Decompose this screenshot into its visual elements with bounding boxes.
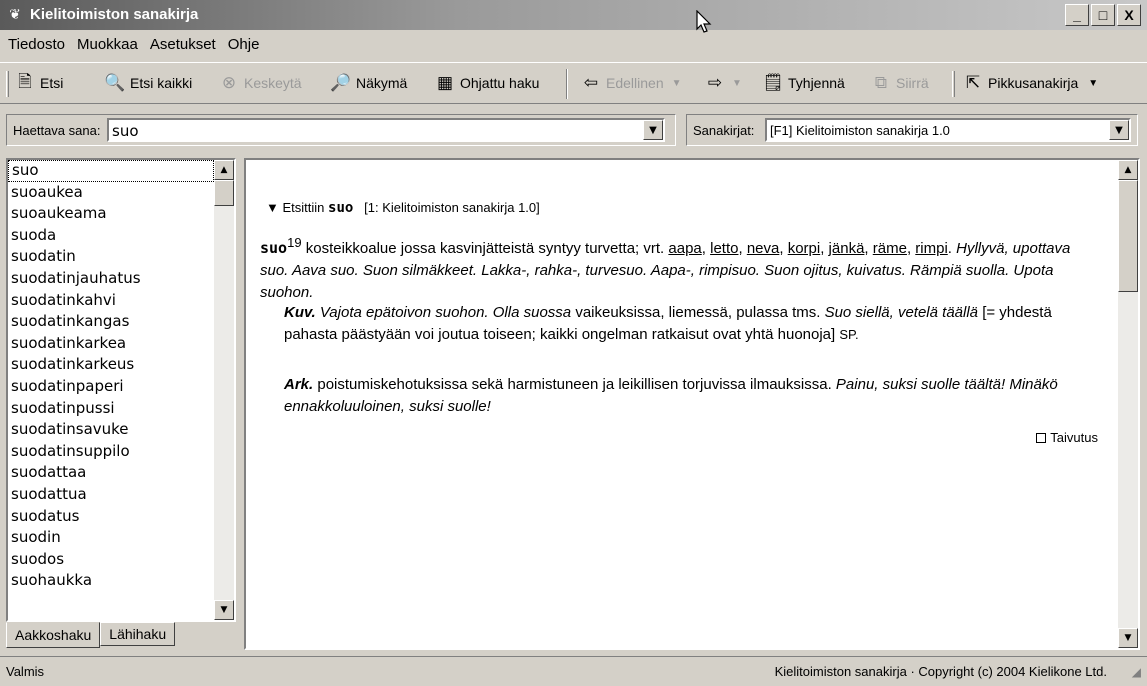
list-item[interactable]: suodattua	[11, 484, 87, 503]
next-dropdown-icon[interactable]: ▼	[732, 77, 742, 89]
entry-scrollbar[interactable]	[1118, 160, 1138, 648]
word-list[interactable]	[6, 158, 236, 622]
find-all-icon: 🔍	[104, 73, 126, 92]
colloquial-text: poistumiskehotuksissa sekä harmistuneen ja leikillisen torjuvissa ilmauksissa.	[317, 376, 832, 393]
headword: suo	[260, 239, 288, 257]
list-item[interactable]: suodatinkahvi	[11, 290, 116, 309]
list-item[interactable]: suodatinkangas	[11, 312, 130, 331]
word-list-scrollbar[interactable]	[214, 160, 234, 620]
stop-label: Keskeytä	[244, 75, 302, 91]
find-all-label: Etsi kaikki	[130, 75, 193, 91]
searched-prefix: Etsittiin	[282, 200, 325, 215]
previous-label: Edellinen	[606, 75, 664, 91]
back-arrow-icon: ⇦	[583, 73, 599, 92]
see-also-link[interactable]: räme	[872, 240, 907, 257]
search-group	[6, 114, 676, 146]
dictionary-dropdown-icon[interactable]: ▼	[1109, 120, 1129, 140]
list-item[interactable]: suoaukea	[11, 182, 83, 201]
figurative-text: vaikeuksissa, liemessä, pulassa tms.	[575, 304, 821, 321]
list-item[interactable]: suodatinpaperi	[11, 376, 124, 395]
list-item[interactable]: suoaukeama	[11, 204, 107, 223]
scroll-up-icon[interactable]: ▲	[1118, 160, 1138, 180]
figurative-example-2: Suo siellä, vetelä täällä	[824, 304, 979, 321]
resize-grip-icon[interactable]: ◢	[1131, 665, 1141, 679]
toolbar-grip-2[interactable]	[952, 71, 955, 97]
inflection-class: 19	[287, 235, 302, 250]
see-also-link[interactable]: jänkä	[828, 240, 865, 257]
close-button[interactable]: X	[1117, 4, 1141, 26]
find-all-button[interactable]	[104, 69, 192, 97]
menu-tiedosto[interactable]: Tiedosto	[8, 36, 65, 53]
checkbox-icon[interactable]	[1036, 433, 1046, 443]
guided-search-button[interactable]	[434, 69, 539, 97]
list-item[interactable]: suodatinjauhatus	[11, 268, 141, 287]
scroll-up-icon[interactable]: ▲	[214, 160, 234, 180]
search-header	[266, 200, 540, 216]
clear-button[interactable]	[762, 69, 845, 97]
guided-search-label: Ohjattu haku	[460, 75, 540, 91]
searched-source: [1: Kielitoimiston sanakirja 1.0]	[364, 200, 540, 215]
search-input[interactable]	[107, 118, 665, 142]
title-bar[interactable]	[0, 0, 1147, 30]
stop-button[interactable]	[218, 69, 302, 97]
colloquial-example: Painu, suksi suolle täältä! Minäkö ennakkoluuloinen, suksi suolle!	[284, 376, 1058, 415]
previous-dropdown-icon[interactable]: ▼	[671, 77, 682, 89]
find-label: Etsi	[40, 75, 64, 91]
colloquial-paragraph	[284, 374, 1104, 418]
tab-nearby[interactable]: Lähihaku	[100, 622, 175, 646]
list-item[interactable]: suo	[8, 160, 214, 182]
see-also-link[interactable]: neva	[746, 240, 780, 257]
mini-dictionary-label: Pikkusanakirja	[988, 75, 1079, 91]
toolbar	[0, 62, 1147, 104]
menu-muokkaa[interactable]: Muokkaa	[76, 36, 138, 53]
find-document-icon: 🗎	[18, 71, 32, 91]
mouse-cursor-icon	[696, 10, 714, 34]
scroll-thumb[interactable]	[1118, 180, 1138, 292]
view-button[interactable]	[330, 69, 407, 97]
window-title: Kielitoimiston sanakirja	[30, 6, 199, 23]
toolbar-separator	[566, 69, 568, 99]
next-button[interactable]	[704, 69, 742, 97]
clear-icon: 🗒	[762, 73, 784, 92]
find-button[interactable]	[14, 69, 63, 97]
copyright-text: Kielitoimiston sanakirja · Copyright (c) 2004 Kielikone Ltd.	[774, 664, 1107, 679]
app-icon: ❦	[9, 7, 21, 23]
mini-dictionary-button[interactable]	[962, 69, 1098, 97]
search-mode-tabs	[6, 622, 175, 650]
list-item[interactable]: suodatus	[11, 506, 80, 525]
entry-pane	[244, 158, 1140, 650]
stop-icon: ⊗	[221, 73, 237, 92]
toolbar-grip[interactable]	[6, 71, 9, 97]
figurative-gloss: [= yhdestä pahasta päästyään voi joutua toiseen; kaikki ongelman ratkaisut ovat yhtä huonoja]	[284, 304, 1052, 343]
list-item[interactable]: suodatinkarkeus	[11, 355, 135, 374]
transfer-button[interactable]	[870, 69, 929, 97]
inflection-checkbox[interactable]	[1036, 430, 1098, 445]
dictionary-group	[686, 114, 1138, 146]
list-item[interactable]: suodatinsuppilo	[11, 441, 130, 460]
mini-dictionary-dropdown-icon[interactable]: ▼	[1088, 77, 1099, 89]
searched-word: suo	[328, 200, 354, 216]
search-dropdown-icon[interactable]: ▼	[643, 120, 663, 140]
word-list-items	[8, 160, 214, 592]
maximize-button[interactable]: □	[1091, 4, 1115, 26]
list-item[interactable]: suodatin	[11, 247, 76, 266]
pointer-icon: ⇱	[965, 73, 981, 92]
transfer-icon: ⧉	[874, 73, 888, 92]
definition: kosteikkoalue jossa kasvinjätteistä syntyy turvetta; vrt.	[305, 240, 665, 257]
caption-buttons	[1065, 4, 1141, 26]
scroll-down-icon[interactable]: ▼	[214, 600, 234, 620]
see-also-link[interactable]: korpi	[787, 240, 821, 257]
clear-label: Tyhjennä	[788, 75, 845, 91]
list-item[interactable]: suoda	[11, 225, 57, 244]
search-row	[0, 108, 1147, 152]
proverb-mark: SP.	[839, 327, 859, 342]
list-item[interactable]: suodatinpussi	[11, 398, 115, 417]
search-label: Haettava sana:	[13, 123, 101, 138]
list-item[interactable]: suodin	[11, 528, 61, 547]
status-text: Valmis	[6, 664, 45, 679]
menu-bar	[0, 32, 265, 56]
dictionary-select-value: [F1] Kielitoimiston sanakirja 1.0	[770, 123, 950, 138]
list-item[interactable]: suodos	[11, 549, 65, 568]
view-label: Näkymä	[356, 75, 408, 91]
see-also-link[interactable]: aapa	[668, 240, 702, 257]
entry-main-paragraph: suo$^{19}$ kosteikkoalue jossa kasvinjätteistä syntyy turvetta; vrt. aapa, letto, neva, korpi, jänkä, räme, rimpi. Hyllyvä, upottava suo. Aava suo. Suon silmäkkeet. Lakka-, rahka-, turvesuo. Aapa-, rimpisuo. Suon ojitus, kuivatus. Rämpiä suolla. Upota suohon.	[260, 235, 1071, 301]
dictionary-label: Sanakirjat:	[693, 123, 755, 138]
menu-asetukset[interactable]: Asetukset	[149, 36, 216, 53]
view-magnifier-icon: 🔎	[330, 73, 352, 92]
tab-alphabetic[interactable]: Aakkoshaku	[6, 622, 100, 648]
scroll-down-icon[interactable]: ▼	[1118, 628, 1138, 648]
figurative-label: Kuv.	[284, 304, 316, 321]
minimize-button[interactable]: _	[1065, 4, 1089, 26]
figurative-example-1: Vajota epätoivon suohon. Olla suossa	[319, 304, 572, 321]
figurative-paragraph	[284, 302, 1104, 346]
menu-ohje[interactable]: Ohje	[227, 36, 260, 53]
inflection-label: Taivutus	[1050, 430, 1098, 445]
search-input-value: suo	[112, 122, 139, 140]
list-item[interactable]: suodatinsavuke	[11, 420, 129, 439]
dictionary-select[interactable]	[765, 118, 1131, 142]
status-bar	[0, 656, 1147, 686]
see-also-link[interactable]: letto	[710, 240, 739, 257]
collapse-triangle-icon[interactable]: ▼	[266, 200, 279, 215]
list-item[interactable]: suodattaa	[11, 463, 87, 482]
scroll-thumb[interactable]	[214, 180, 234, 206]
colloquial-label: Ark.	[284, 376, 314, 393]
forward-arrow-icon: ⇨	[707, 73, 723, 92]
previous-button[interactable]	[580, 69, 682, 97]
list-item[interactable]: suodatinkarkea	[11, 333, 127, 352]
transfer-label: Siirrä	[896, 75, 929, 91]
list-item[interactable]: suohaukka	[11, 571, 93, 590]
guided-search-icon: ▦	[436, 73, 454, 92]
examples: Hyllyvä, upottava suo. Aava suo. Suon silmäkkeet. Lakka-, rahka-, turvesuo. Aapa-, rimpisuo. Suon ojitus, kuivatus. Rämpiä suolla. Upota suohon.	[260, 240, 1071, 301]
see-also-link[interactable]: rimpi	[915, 240, 948, 257]
